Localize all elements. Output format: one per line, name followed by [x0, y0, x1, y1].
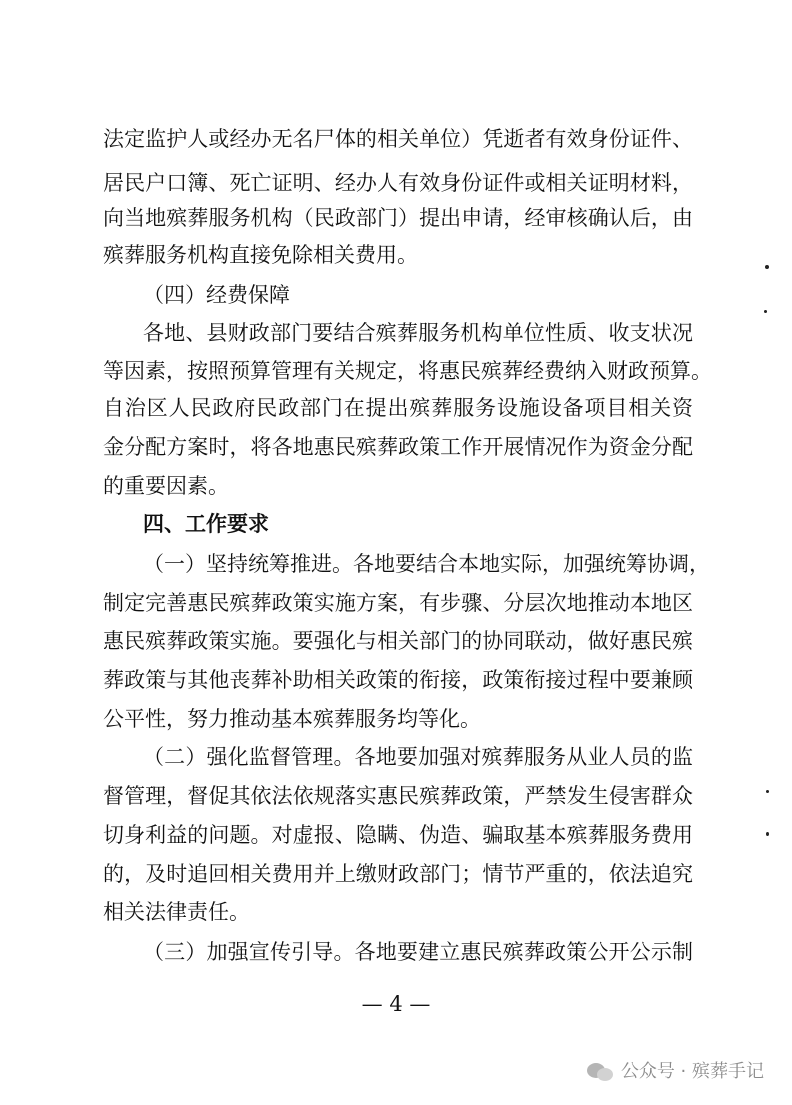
paragraph-line: （二）强化监督管理。各地要加强对殡葬服务从业人员的监	[143, 745, 693, 769]
paragraph-line: 相关法律责任。	[103, 900, 250, 924]
wechat-icon	[587, 1061, 615, 1083]
watermark	[587, 1061, 764, 1083]
paragraph-line: 督管理，督促其依法依规落实惠民殡葬政策，严禁发生侵害群众	[103, 784, 693, 808]
paragraph-line: 的，及时追回相关费用并上缴财政部门；情节严重的，依法追究	[103, 862, 693, 886]
page-number: — 4 —	[361, 992, 431, 1016]
paragraph-line: （一）坚持统筹推进。各地要结合本地实际，加强统筹协调，	[143, 552, 710, 576]
watermark-text: 公众号 · 殡葬手记	[620, 1061, 764, 1082]
paragraph-line: 的重要因素。	[103, 474, 229, 498]
paragraph-line: 葬政策与其他丧葬补助相关政策的衔接，政策衔接过程中要兼顾	[103, 668, 693, 692]
scan-speck	[764, 310, 767, 313]
paragraph-line: 各地、县财政部门要结合殡葬服务机构单位性质、收支状况	[143, 321, 693, 345]
paragraph-line: 制定完善惠民殡葬政策实施方案，有步骤、分层次地推动本地区	[103, 591, 693, 615]
paragraph-line: 自治区人民政府民政部门在提出殡葬服务设施设备项目相关资	[103, 396, 693, 420]
paragraph-line: 切身利益的问题。对虚报、隐瞒、伪造、骗取基本殡葬服务费用	[103, 823, 693, 847]
paragraph-line: 公平性，努力推动基本殡葬服务均等化。	[103, 707, 481, 731]
scan-speck	[766, 790, 769, 793]
scan-speck	[765, 265, 769, 269]
section-heading: （四）经费保障	[143, 283, 290, 307]
paragraph-line: 向当地殡葬服务机构（民政部门）提出申请，经审核确认后，由	[103, 206, 693, 230]
chapter-heading: 四、工作要求	[143, 512, 269, 536]
paragraph-line: 殡葬服务机构直接免除相关费用。	[103, 243, 418, 267]
scan-speck	[766, 832, 769, 836]
paragraph-line: 惠民殡葬政策实施。要强化与相关部门的协同联动，做好惠民殡	[103, 629, 693, 653]
paragraph-line: 金分配方案时，将各地惠民殡葬政策工作开展情况作为资金分配	[103, 435, 693, 459]
paragraph-line: 居民户口簿、死亡证明、经办人有效身份证件或相关证明材料，	[103, 171, 693, 195]
paragraph-line: （三）加强宣传引导。各地要建立惠民殡葬政策公开公示制	[143, 940, 693, 964]
paragraph-line: 等因素，按照预算管理有关规定，将惠民殡葬经费纳入财政预算。	[103, 359, 712, 383]
paragraph-line: 法定监护人或经办无名尸体的相关单位）凭逝者有效身份证件、	[103, 127, 693, 151]
